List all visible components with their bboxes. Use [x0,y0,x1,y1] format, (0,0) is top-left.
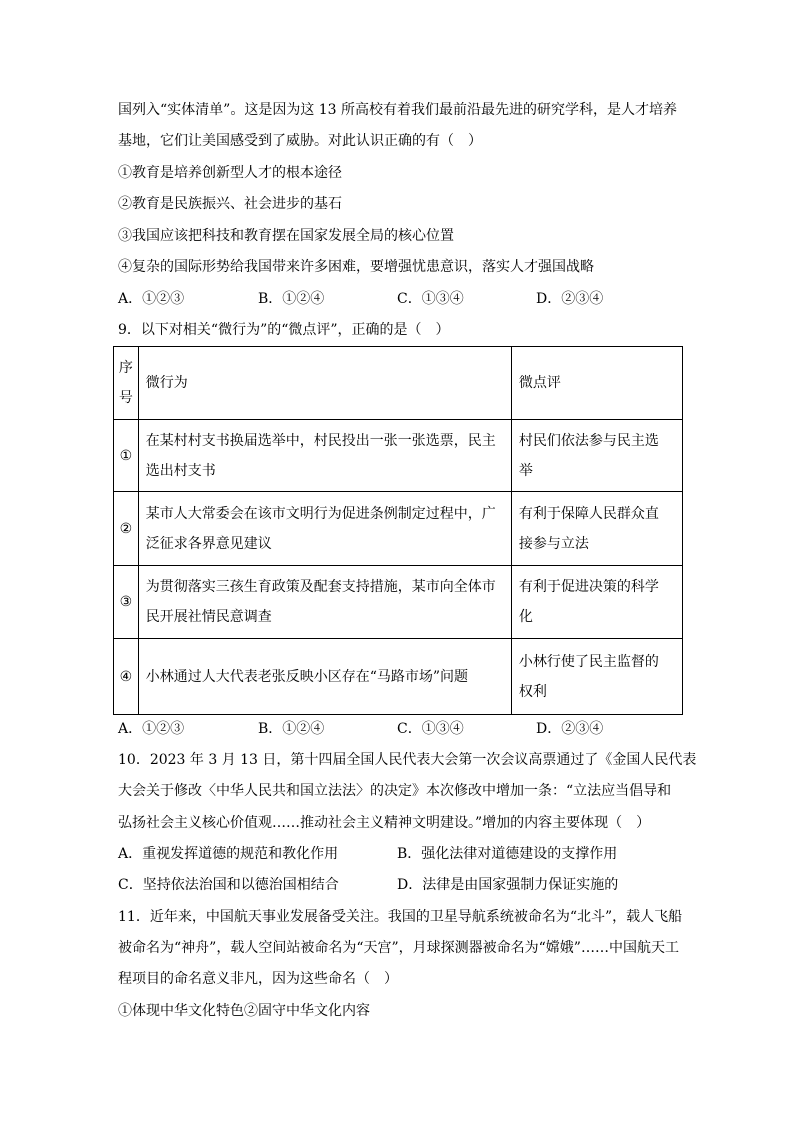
header-num-cell [114,347,139,420]
header-num-bottom: 号 [118,390,133,406]
q8-line-2: 基地，它们让美国感受到了威胁。对此认识正确的有（ ） [118,133,482,149]
row-action-line: 在某村村支书换届选举中，村民投出一张一张选票，民主 [145,432,496,449]
row-comment-line: 权利 [518,683,547,700]
row-action [138,492,511,566]
q8-option-c: C．①③④ [397,291,464,307]
row-comment-line: 村民们依法参与民主选 [518,432,659,449]
row-comment-line: 有利于促进决策的科学 [518,579,659,595]
q10-line-1: 10．2023 年 3 月 13 日，第十四届全国人民代表大会第一次会议高票通过了《金国人民代表 [118,752,697,768]
row-action-line: 为贯彻落实三孩生育政策及配套支持措施，某市向全体市 [145,579,496,595]
q10-option-b: B．强化法律对道德建设的支撑作用 [397,846,618,862]
row-action [138,566,511,639]
q10-option-c: C．坚持依法治国和以德治国相结合 [118,877,339,893]
table-row [114,566,683,639]
q10-option-d: D．法律是由国家强制力保证实施的 [397,877,619,893]
row-comment [511,639,682,715]
row-num: ① [114,420,139,492]
q9-table [113,346,683,715]
row-action-line: 小林通过人大代表老张反映小区存在“马路市场”问题 [145,668,469,685]
q11-line-3: 程项目的命名意义非凡，因为这些命名（ ） [118,971,398,987]
row-action-line: 泛征求各界意见建议 [145,535,272,552]
row-num: ② [114,492,139,566]
q10-option-a: A．重视发挥道德的规范和教化作用 [118,846,339,862]
header-num-top: 序 [118,360,133,376]
row-comment [511,566,682,639]
row-comment-line: 化 [518,609,533,625]
row-comment-line: 接参与立法 [518,535,589,552]
table-row [114,639,683,715]
q9-stem: 9．以下对相关“微行为”的“微点评”，正确的是（ ） [118,322,450,338]
q8-item-1: ①教育是培养创新型人才的根本途径 [118,165,342,181]
row-action-line: 某市人大常委会在该市文明行为促进条例制定过程中，广 [145,505,496,522]
row-comment-line: 小林行使了民主监督的 [518,653,659,670]
table-row [114,420,683,492]
q8-item-2: ②教育是民族振兴、社会进步的基石 [118,196,342,212]
q10-line-3: 弘扬社会主义核心价值观……推动社会主义精神文明建设。”增加的内容主要体现（ ） [118,815,651,831]
header-action: 微行为 [138,347,511,420]
q9-option-a: A．①②③ [118,721,185,737]
q8-item-4: ④复杂的国际形势给我国带来许多困难，要增强忧患意识，落实人才强国战略 [118,259,594,275]
table-row [114,492,683,566]
q10-line-2: 大会关于修改〈中华人民共和国立法法〉的决定》本次修改中增加一条：“立法应当倡导和 [118,783,672,799]
row-num: ④ [114,639,139,715]
q11-line-2: 被命名为“神舟”，载人空间站被命名为“天宫”，月球探测器被命名为“嫦娥”……中国航天工 [118,940,679,956]
q9-option-d: D．②③④ [536,721,604,737]
q8-line-1: 国列入“实体清单”。这是因为这 13 所高校有着我们最前沿最先进的研究学科，是人才培养 [118,102,678,118]
q11-line-4: ①体现中华文化特色②固守中华文化内容 [118,1003,370,1019]
row-comment-line: 举 [518,462,533,479]
row-action [138,420,511,492]
q8-option-d: D．②③④ [536,291,604,307]
row-num: ③ [114,566,139,639]
row-comment [511,420,682,492]
row-action-line: 选出村支书 [145,462,216,479]
q11-line-1: 11．近年来，中国航天事业发展备受关注。我国的卫星导航系统被命名为“北斗”，载人飞船 [118,909,683,925]
q8-option-b: B．①②④ [258,291,325,307]
row-comment [511,492,682,566]
header-comment: 微点评 [511,347,682,420]
table-header-row [114,347,683,420]
row-action [138,639,511,715]
row-comment-line: 有利于保障人民群众直 [518,505,659,522]
q8-item-3: ③我国应该把科技和教育摆在国家发展全局的核心位置 [118,228,454,244]
q8-option-a: A．①②③ [118,291,185,307]
row-action-line: 民开展社情民意调查 [145,609,272,625]
q9-option-c: C．①③④ [397,721,464,737]
q9-option-b: B．①②④ [258,721,325,737]
